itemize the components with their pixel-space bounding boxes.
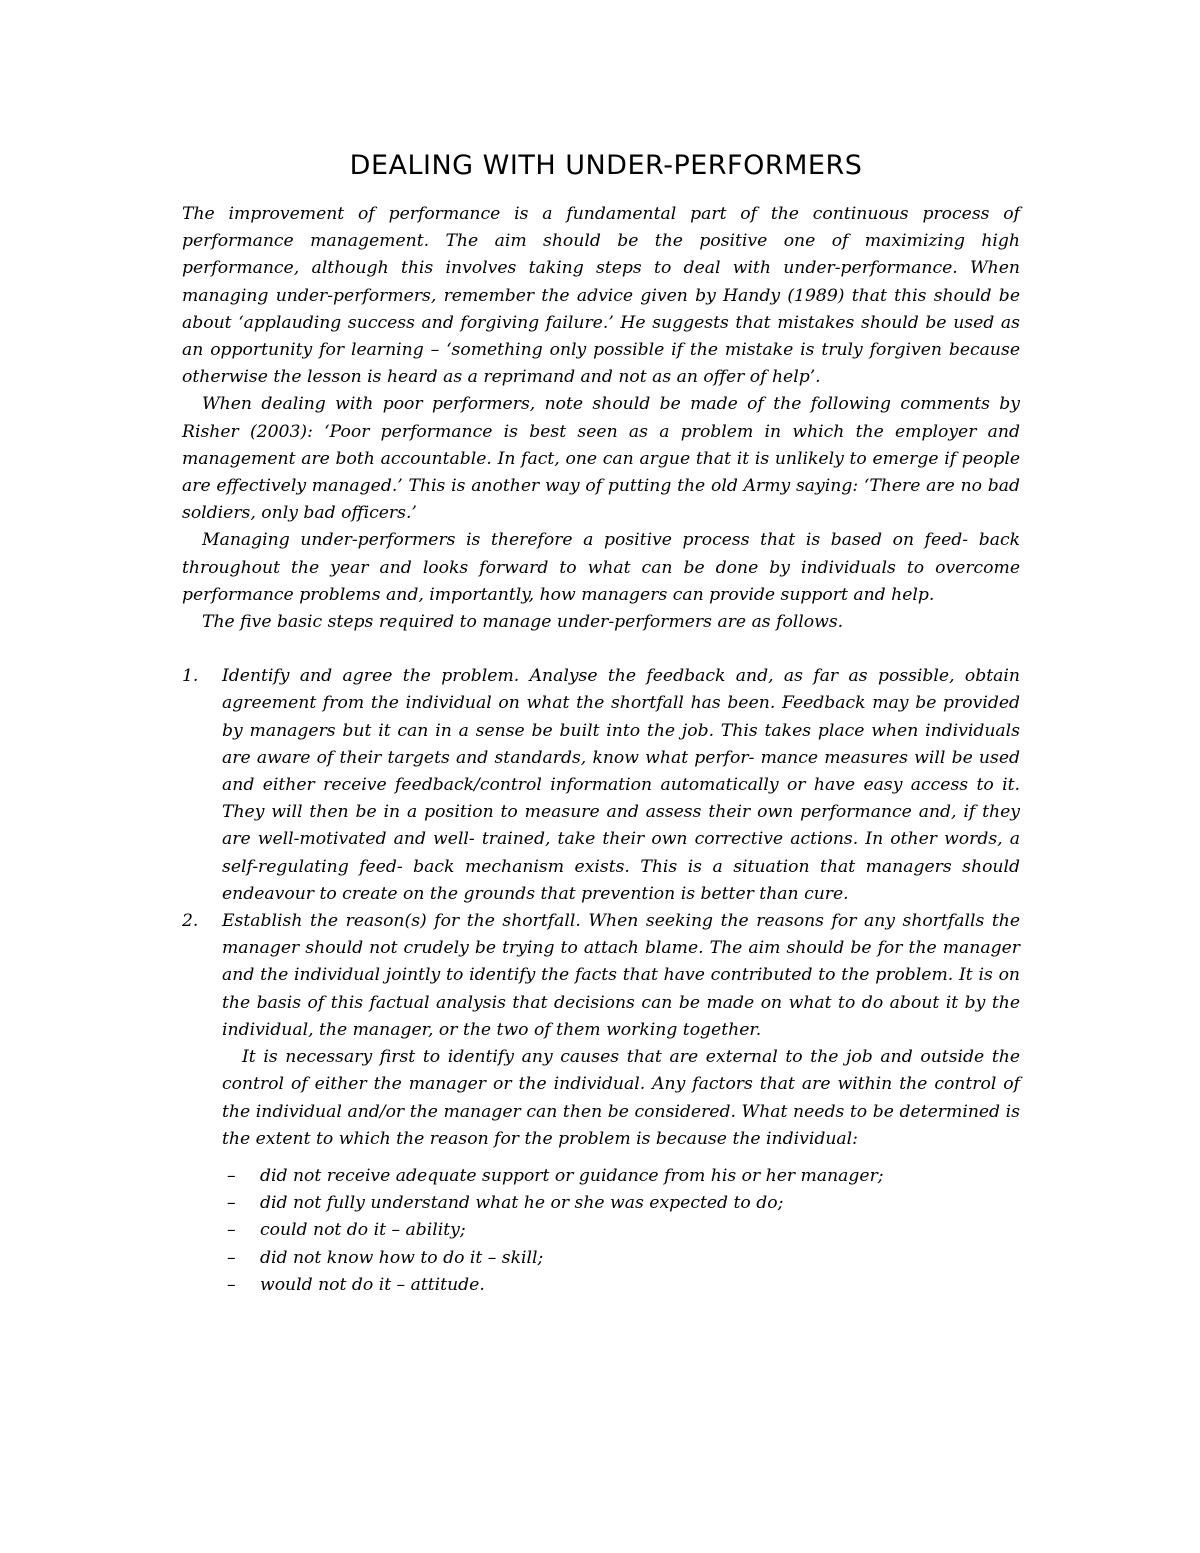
reason-text: would not do it – attitude. [260, 1274, 485, 1295]
step-body [222, 908, 1020, 1299]
dash-icon: – [227, 1220, 236, 1241]
steps-list [182, 663, 1020, 1299]
reason-text: did not receive adequate support or guidance from his or her manager; [260, 1165, 884, 1186]
reason-item [222, 1163, 1020, 1190]
reason-item [222, 1217, 1020, 1244]
step-body [222, 663, 1020, 908]
dash-icon: – [227, 1193, 236, 1214]
dash-icon: – [227, 1165, 236, 1186]
step-text: Establish the reason(s) for the shortfall. When seeking the reasons for any shortfalls the manager should not crudely be trying to attach blame. The aim should be for the manager and the individual jointly to identify the facts that have contributed to the problem. It is on the basis of this factual analysis that decisions can be made on what to do about it by the individual, the manager, or the two of them working together. [222, 911, 1020, 1040]
reason-item [222, 1190, 1020, 1217]
step-number: 2. [182, 911, 199, 932]
step-text: Identify and agree the problem. Analyse the feedback and, as far as possible, obtain agreement from the individual on what the shortfall has been. Feedback may be provided by managers but it can in a sense be built into the job. This takes place when individuals are aware of their targets and standards, know what perfor- mance measures will be used and either receive feedback/control information automatically or have easy access to it. They will then be in a position to measure and assess their own performance and, if they are well-motivated and well- trained, take their own corrective actions. In other words, a self-regulating feed- back mechanism exists. This is a situation that managers should endeavour to create on the grounds that prevention is better than cure. [222, 666, 1020, 904]
dash-icon: – [227, 1247, 236, 1268]
step-item [182, 663, 1020, 908]
steps-intro-paragraph: The five basic steps required to manage under-performers are as follows. [202, 612, 844, 633]
reason-text: did not know how to do it – skill; [260, 1247, 544, 1268]
document-page [182, 150, 1020, 1299]
intro-paragraph: The improvement of performance is a fundamental part of the continuous process of performance management. The aim should be the positive one of maximizing high performance, although this involves taking steps to deal with under-performance. When managing under-performers, remember the advice given by Handy (1989) that this should be about ‘applauding success and forgiving failure.’ He suggests that mistakes should be used as an opportunity for learning – ‘something only possible if the mistake is truly forgiven because otherwise the lesson is heard as a reprimand and not as an offer of help’. [182, 204, 1020, 388]
page-title: DEALING WITH UNDER-PERFORMERS [349, 150, 863, 181]
reason-item [222, 1272, 1020, 1299]
reasons-list [222, 1163, 1020, 1299]
step-number: 1. [182, 666, 199, 687]
reason-text: did not fully understand what he or she was expected to do; [260, 1193, 784, 1214]
reason-item [222, 1245, 1020, 1272]
reason-text: could not do it – ability; [260, 1220, 466, 1241]
dash-icon: – [227, 1274, 236, 1295]
step-item [182, 908, 1020, 1299]
step-subtext: It is necessary first to identify any causes that are external to the job and outside the control of either the manager or the individual. Any factors that are within the control of the individual and/or the manager can then be considered. What needs to be determined is the extent to which the reason for the problem is because the individual: [222, 1047, 1020, 1149]
managing-paragraph: Managing under-performers is therefore a positive process that is based on feed- back throughout the year and looks forward to what can be done by individuals to overcome performance problems and, importantly, how managers can provide support and help. [182, 530, 1020, 605]
risher-paragraph: When dealing with poor performers, note should be made of the following comments by Risher (2003): ‘Poor performance is best seen as a problem in which the employer and management are both accountable. In fact, one can argue that it is unlikely to emerge if people are effectively managed.’ This is another way of putting the old Army saying: ‘There are no bad soldiers, only bad officers.’ [182, 394, 1020, 524]
